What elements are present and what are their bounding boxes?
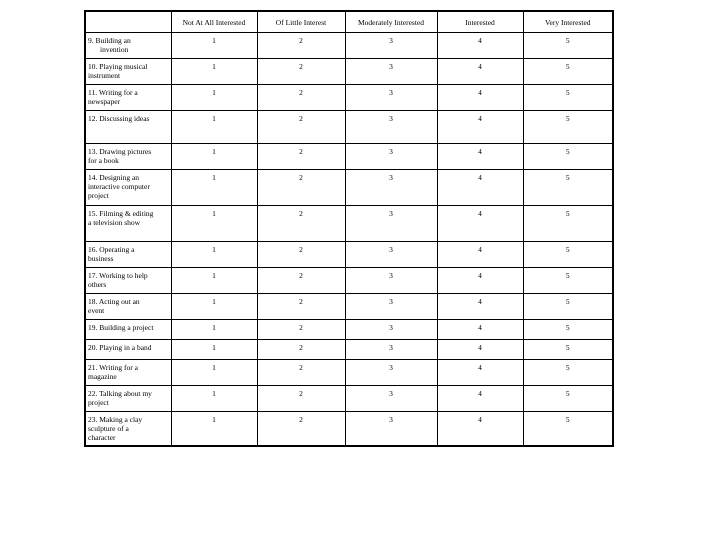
question-text: for a book (88, 156, 119, 165)
rating-option-2[interactable]: 2 (257, 242, 345, 268)
interest-survey-table (84, 10, 614, 447)
table-row (85, 340, 613, 360)
rating-option-1[interactable]: 1 (171, 320, 257, 340)
question-cell (85, 59, 171, 85)
rating-option-3[interactable]: 3 (345, 360, 437, 386)
table-row (85, 170, 613, 206)
question-text: business (88, 254, 114, 263)
header-very-interested: Very Interested (523, 11, 613, 33)
rating-option-1[interactable]: 1 (171, 111, 257, 144)
rating-option-1[interactable]: 1 (171, 170, 257, 206)
table-row (85, 111, 613, 144)
question-text: 17. Working to help (88, 271, 148, 280)
rating-option-1[interactable]: 1 (171, 340, 257, 360)
rating-option-4[interactable]: 4 (437, 412, 523, 447)
rating-option-1[interactable]: 1 (171, 412, 257, 447)
rating-option-1[interactable]: 1 (171, 242, 257, 268)
question-text: 13. Drawing pictures (88, 147, 152, 156)
question-text: 10. Playing musical (88, 62, 148, 71)
rating-option-4[interactable]: 4 (437, 206, 523, 242)
question-text: 14. Designing an (88, 173, 140, 182)
rating-option-4[interactable]: 4 (437, 360, 523, 386)
rating-option-2[interactable]: 2 (257, 360, 345, 386)
table-row (85, 386, 613, 412)
rating-option-5[interactable]: 5 (523, 85, 613, 111)
question-text: magazine (88, 372, 117, 381)
rating-option-5[interactable]: 5 (523, 386, 613, 412)
question-text: event (88, 306, 105, 315)
rating-option-3[interactable]: 3 (345, 85, 437, 111)
table-row (85, 206, 613, 242)
header-interested: Interested (437, 11, 523, 33)
question-cell (85, 412, 171, 447)
question-text: project (88, 398, 109, 407)
rating-option-2[interactable]: 2 (257, 85, 345, 111)
table-row (85, 33, 613, 59)
rating-option-3[interactable]: 3 (345, 412, 437, 447)
rating-option-5[interactable]: 5 (523, 268, 613, 294)
rating-option-4[interactable]: 4 (437, 85, 523, 111)
rating-option-3[interactable]: 3 (345, 386, 437, 412)
question-cell (85, 206, 171, 242)
rating-option-1[interactable]: 1 (171, 360, 257, 386)
table-row (85, 360, 613, 386)
rating-option-2[interactable]: 2 (257, 294, 345, 320)
rating-option-5[interactable]: 5 (523, 170, 613, 206)
question-cell (85, 340, 171, 360)
rating-option-4[interactable]: 4 (437, 294, 523, 320)
rating-option-4[interactable]: 4 (437, 33, 523, 59)
rating-option-2[interactable]: 2 (257, 111, 345, 144)
rating-option-4[interactable]: 4 (437, 170, 523, 206)
question-text: a television show (88, 218, 141, 227)
rating-option-5[interactable]: 5 (523, 360, 613, 386)
rating-option-1[interactable]: 1 (171, 294, 257, 320)
header-not-at-all-interested: Not At All Interested (171, 11, 257, 33)
question-cell (85, 320, 171, 340)
question-text: 18. Acting out an (88, 297, 140, 306)
rating-option-4[interactable]: 4 (437, 386, 523, 412)
question-text: interactive computer (88, 182, 150, 191)
question-text: character (88, 433, 116, 442)
question-text: others (88, 280, 107, 289)
rating-option-1[interactable]: 1 (171, 386, 257, 412)
rating-option-5[interactable]: 5 (523, 242, 613, 268)
rating-option-3[interactable]: 3 (345, 206, 437, 242)
rating-option-1[interactable]: 1 (171, 206, 257, 242)
rating-option-5[interactable]: 5 (523, 320, 613, 340)
question-text: 9. Building an (88, 36, 131, 45)
question-cell (85, 111, 171, 144)
question-text: project (88, 191, 109, 200)
question-cell (85, 294, 171, 320)
rating-option-5[interactable]: 5 (523, 206, 613, 242)
question-text: newspaper (88, 97, 121, 106)
question-text: 22. Talking about my (88, 389, 152, 398)
question-text: 12. Discussing ideas (88, 114, 150, 123)
question-text: 11. Writing for a (88, 88, 138, 97)
rating-option-3[interactable]: 3 (345, 170, 437, 206)
question-cell (85, 360, 171, 386)
rating-option-2[interactable]: 2 (257, 340, 345, 360)
header-of-little-interest: Of Little Interest (257, 11, 345, 33)
rating-option-4[interactable]: 4 (437, 111, 523, 144)
question-cell (85, 242, 171, 268)
table-row (85, 268, 613, 294)
rating-option-4[interactable]: 4 (437, 320, 523, 340)
rating-option-3[interactable]: 3 (345, 320, 437, 340)
question-text: 21. Writing for a (88, 363, 138, 372)
question-text: 23. Making a clay (88, 415, 143, 424)
rating-option-3[interactable]: 3 (345, 59, 437, 85)
rating-option-3[interactable]: 3 (345, 268, 437, 294)
rating-option-1[interactable]: 1 (171, 85, 257, 111)
header-moderately-interested: Moderately Interested (345, 11, 437, 33)
question-text: instrument (88, 71, 121, 80)
question-cell (85, 33, 171, 59)
rating-option-1[interactable]: 1 (171, 33, 257, 59)
rating-option-2[interactable]: 2 (257, 268, 345, 294)
table-row (85, 144, 613, 170)
corner-cell (85, 11, 171, 33)
rating-option-3[interactable]: 3 (345, 242, 437, 268)
question-text: 16. Operating a (88, 245, 135, 254)
rating-option-1[interactable]: 1 (171, 268, 257, 294)
rating-option-2[interactable]: 2 (257, 386, 345, 412)
header-row (85, 11, 613, 33)
question-text: 19. Building a project (88, 323, 154, 332)
table-row (85, 320, 613, 340)
question-cell (85, 268, 171, 294)
rating-option-4[interactable]: 4 (437, 144, 523, 170)
rating-option-1[interactable]: 1 (171, 144, 257, 170)
rating-option-4[interactable]: 4 (437, 59, 523, 85)
rating-option-3[interactable]: 3 (345, 294, 437, 320)
rating-option-5[interactable]: 5 (523, 144, 613, 170)
rating-option-1[interactable]: 1 (171, 59, 257, 85)
table-row (85, 242, 613, 268)
rating-option-4[interactable]: 4 (437, 242, 523, 268)
rating-option-3[interactable]: 3 (345, 144, 437, 170)
rating-option-4[interactable]: 4 (437, 340, 523, 360)
question-text: 20. Playing in a band (88, 343, 152, 352)
rating-option-3[interactable]: 3 (345, 340, 437, 360)
question-cell (85, 144, 171, 170)
rating-option-5[interactable]: 5 (523, 59, 613, 85)
rating-option-2[interactable]: 2 (257, 320, 345, 340)
table-row (85, 85, 613, 111)
rating-option-5[interactable]: 5 (523, 412, 613, 447)
rating-option-5[interactable]: 5 (523, 340, 613, 360)
rating-option-2[interactable]: 2 (257, 33, 345, 59)
question-text: 15. Filming & editing (88, 209, 154, 218)
rating-option-2[interactable]: 2 (257, 170, 345, 206)
rating-option-2[interactable]: 2 (257, 59, 345, 85)
rating-option-5[interactable]: 5 (523, 111, 613, 144)
question-text: sculpture of a (88, 424, 129, 433)
question-cell (85, 170, 171, 206)
table-row (85, 412, 613, 447)
rating-option-2[interactable]: 2 (257, 144, 345, 170)
table-row (85, 294, 613, 320)
question-cell (85, 85, 171, 111)
rating-option-2[interactable]: 2 (257, 206, 345, 242)
question-text: invention (100, 45, 129, 54)
rating-option-5[interactable]: 5 (523, 294, 613, 320)
rating-option-3[interactable]: 3 (345, 111, 437, 144)
rating-option-2[interactable]: 2 (257, 412, 345, 447)
rating-option-5[interactable]: 5 (523, 33, 613, 59)
rating-option-4[interactable]: 4 (437, 268, 523, 294)
question-cell (85, 386, 171, 412)
rating-option-3[interactable]: 3 (345, 33, 437, 59)
table-row (85, 59, 613, 85)
